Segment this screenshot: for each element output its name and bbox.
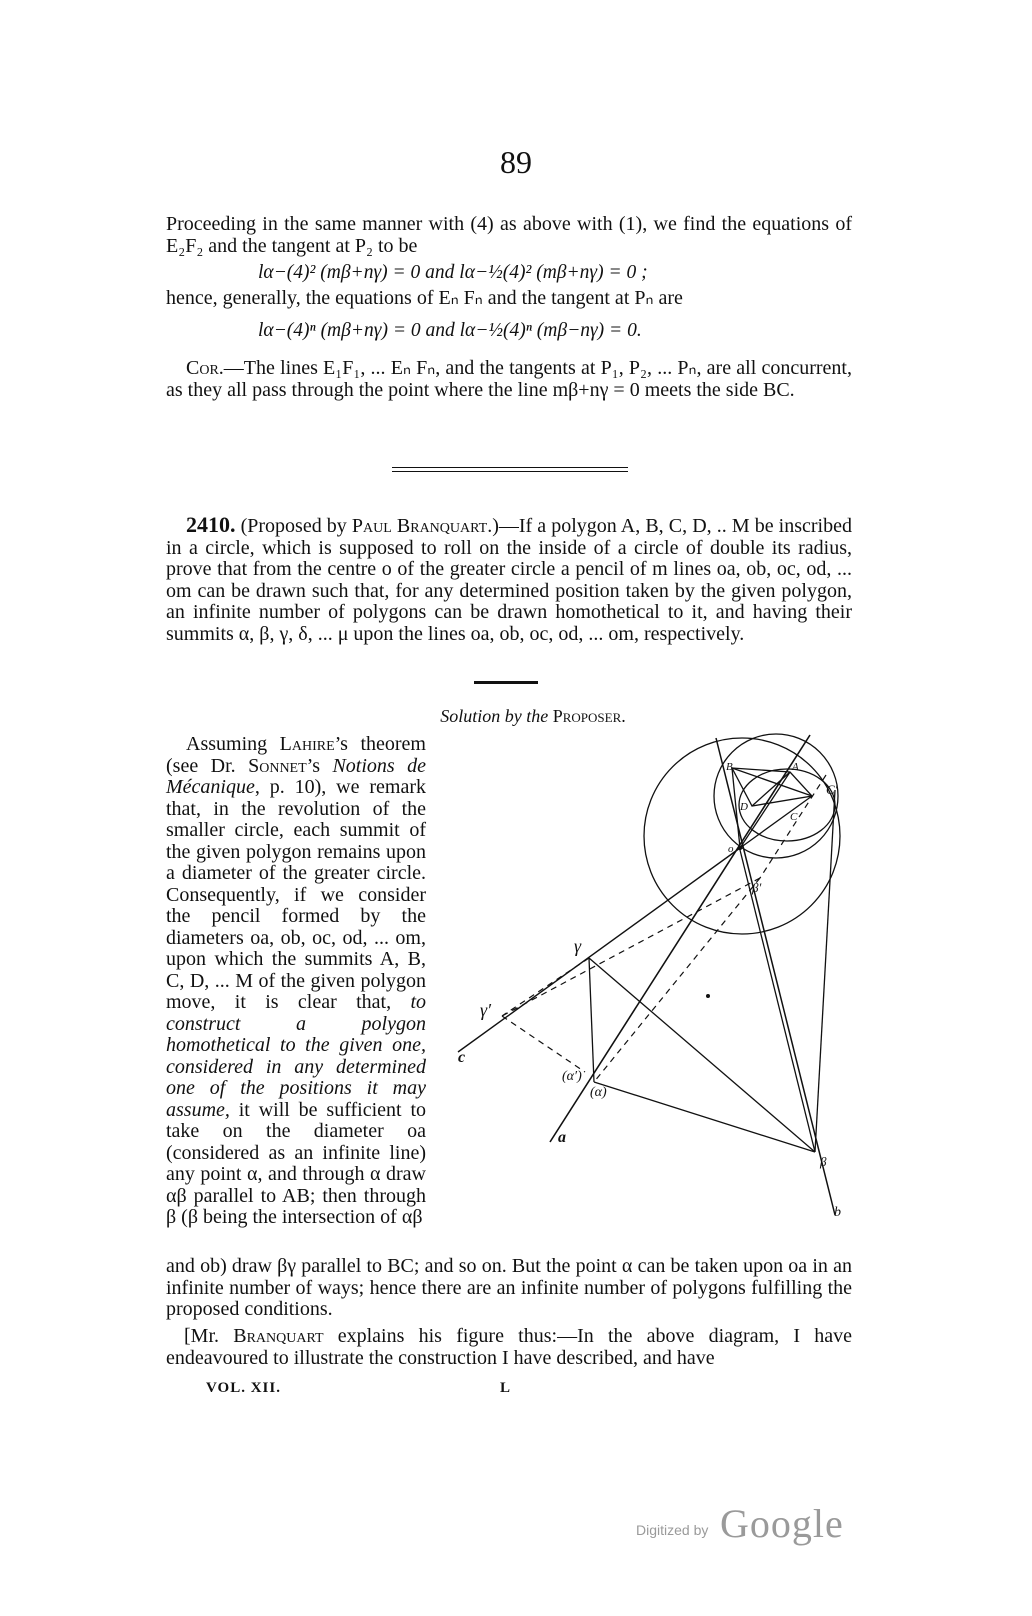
center-dot: [706, 994, 710, 998]
solution-heading-caps: Proposer.: [552, 706, 626, 726]
diameter-ob: [716, 738, 835, 1215]
solution-full-text: and ob) draw βγ parallel to BC; and so on. But the point α can be taken upon oa in an infinite number of ways; hence there are an infinite number of polygons fulfilling the proposed conditions.: [166, 1255, 852, 1320]
label-b: b: [834, 1205, 841, 1220]
problem-number: 2410.: [186, 512, 236, 537]
problem-proposer: Paul Branquart: [351, 515, 488, 537]
label-C: C: [790, 811, 798, 823]
label-c: c: [458, 1049, 466, 1066]
equation-1: lα−(4)² (mβ+nγ) = 0 and lα−½(4)² (mβ+nγ) = 0 ;: [258, 262, 648, 283]
label-beta-prime: β′: [752, 880, 762, 895]
solution-heading: [0, 706, 1032, 727]
line-cprime-beta: [815, 790, 835, 1152]
col-name-lahire: Lahire: [279, 733, 335, 755]
col-italic-construct: to construct a polygon homothetical to the given one, considered in any determined one of the positions it may assume,: [166, 991, 426, 1121]
intro-line-1: Proceeding in the same manner with (4) as above with (1), we find the equations of E₂F₂ and the tangent at P₂ to be: [166, 213, 852, 257]
line-alpha-beta: [594, 1082, 815, 1152]
intro-line-2: hence, generally, the equations of Eₙ Fₙ and the tangent at Pₙ are: [166, 287, 683, 309]
solution-column-text: [166, 734, 426, 1229]
corollary-label: Cor.: [186, 357, 224, 379]
col-text-1: Assuming: [186, 733, 280, 755]
problem-2410: [166, 514, 852, 645]
dashed-beta-gamma-prime: [502, 878, 760, 1016]
line-gamma-alpha: [589, 958, 594, 1082]
line-gamma-beta: [589, 958, 815, 1152]
col-text-3: ’s: [306, 754, 333, 777]
note-paragraph: [166, 1326, 852, 1369]
label-alpha: (α): [590, 1085, 607, 1100]
equation-2: lα−(4)ⁿ (mβ+nγ) = 0 and lα−½(4)ⁿ (mβ−nγ) = 0.: [258, 320, 642, 341]
dashed-gamma-alpha: [502, 1016, 585, 1072]
col-text-5: it will be sufficient to take on the diameter oa (considered as an infinite line) any point α, and through α draw αβ parallel to AB; then through β (β being the intersection of αβ: [166, 1098, 426, 1228]
corollary: [166, 358, 852, 401]
label-D: D: [740, 801, 748, 813]
diameter-oc: [458, 848, 740, 1052]
corollary-text: —The lines E₁F₁, ... Eₙ Fₙ, and the tangents at P₁, P₂, ... Pₙ, are all concurrent, as they all pass through the point where the line mβ+nγ = 0 meets the side BC.: [166, 357, 852, 401]
diameter-oa: [550, 735, 810, 1142]
note-text: explains his figure thus:—In the above diagram, I have endeavoured to illustrate the construction I have described, and have: [166, 1325, 852, 1369]
geometry-figure: [440, 728, 860, 1228]
line-o-beta: [740, 850, 815, 1152]
label-a: a: [558, 1129, 566, 1146]
section-divider-2: [392, 471, 628, 472]
smaller-circle: [714, 734, 838, 858]
dashed-gamma-gammaprime: [502, 958, 589, 1016]
label-C-prime: C′: [826, 782, 838, 797]
footer-volume: VOL. XII.: [206, 1380, 281, 1396]
short-rule: [474, 681, 538, 684]
problem-text: .)—If a polygon A, B, C, D, .. M be inscribed in a circle, which is supposed to roll on the inside of a circle of double its radius, prove that from the centre o of the greater circle a pencil of m lines oa, ob, oc, od, ... om can be drawn such that, for any determined position taken by the given polygon, an infinite number of polygons can be drawn homothetical to it, and having their summits α, β, γ, δ, ... μ upon the lines oa, ob, oc, od, ... om, respectively.: [166, 515, 852, 645]
label-gamma-prime: γ′: [480, 1000, 492, 1020]
page-number: 89: [500, 144, 532, 180]
watermark-digitized: Digitized by: [636, 1522, 709, 1538]
col-text-2: ’s theorem (see Dr.: [166, 733, 426, 777]
col-italic-notions: Notions de Mécanique: [166, 754, 426, 798]
label-gamma: γ: [574, 936, 582, 956]
problem-proposed-prefix: (Proposed by: [240, 515, 352, 537]
note-prefix: [Mr.: [184, 1325, 234, 1347]
label-A: A: [792, 761, 799, 773]
footer-signature: L: [500, 1380, 512, 1396]
section-divider: [392, 467, 628, 468]
point-o: [738, 846, 742, 850]
col-text-4: , p. 10), we remark that, in the revolution of the smaller circle, each summit of the given polygon remains upon a diameter of the greater circle. Consequently, if we consider the pencil formed by the diameters oa, ob, oc, od, ... om, upon which the summits A, B, C, D, ... M of the given polygon move, it is clear that,: [166, 776, 426, 1013]
watermark-google: Google: [720, 1501, 844, 1546]
solution-heading-italic: Solution by the: [440, 706, 549, 726]
note-name: Branquart: [233, 1325, 324, 1347]
label-beta: β: [820, 1154, 827, 1169]
label-alpha-prime: (α′): [562, 1069, 582, 1084]
col-name-sonnet: Sonnet: [248, 754, 307, 777]
label-o: o: [728, 843, 734, 855]
label-B: B: [726, 761, 733, 773]
